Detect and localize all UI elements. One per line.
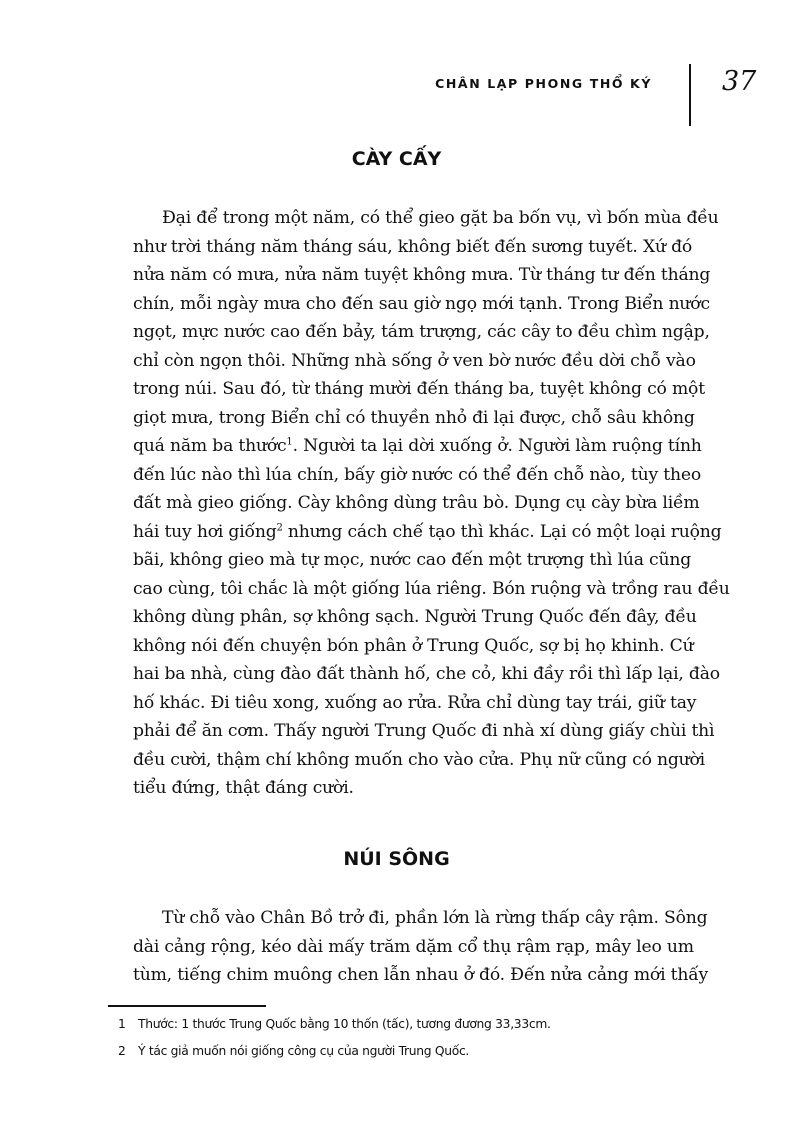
text-line: như trời tháng năm tháng sáu, không biết đến sương tuyết. Xứ đó: [133, 236, 693, 257]
running-header-title: CHÂN LẠP PHONG THỔ KÝ: [435, 76, 652, 91]
text-line: trong núi. Sau đó, từ tháng mười đến tháng ba, tuyệt không có một: [133, 379, 705, 399]
text-line: chín, mỗi ngày mưa cho đến sau giờ ngọ mới tạnh. Trong Biển nước: [133, 293, 710, 314]
text-line: dài cảng rộng, kéo dài mấy trăm dặm cổ thụ rậm rạp, mây leo um: [133, 936, 694, 957]
section-heading-cay-cay: CÀY CẤY: [351, 148, 442, 170]
text-segment: quá năm ba thước: [133, 436, 287, 456]
header-divider: [689, 64, 691, 126]
text-segment: nhưng cách chế tạo thì khác. Lại có một loại ruộng: [282, 521, 722, 542]
text-line: bãi, không gieo mà tự mọc, nước cao đến một trượng thì lúa cũng: [133, 550, 692, 570]
text-line: chỉ còn ngọn thôi. Những nhà sống ở ven bờ nước đều dời chỗ vào: [133, 350, 696, 371]
section-heading-nui-song: NÚI SÔNG: [343, 848, 450, 870]
footnote-2: [118, 1044, 469, 1058]
text-line: không nói đến chuyện bón phân ở Trung Quốc, sợ bị họ khinh. Cứ: [133, 635, 694, 656]
text-line: đều cười, thậm chí không muốn cho vào cửa. Phụ nữ cũng có người: [133, 749, 705, 770]
footnote-1: [118, 1017, 551, 1031]
text-line: đến lúc nào thì lúa chín, bấy giờ nước có thể đến chỗ nào, tùy theo: [133, 464, 701, 485]
footnote-number: 1: [118, 1017, 126, 1031]
text-line: hai ba nhà, cùng đào đất thành hố, che cỏ, khi đầy rồi thì lấp lại, đào: [133, 664, 720, 684]
text-line: Từ chỗ vào Chân Bồ trở đi, phần lớn là rừng thấp cây rậm. Sông: [162, 908, 708, 928]
text-line: [133, 518, 722, 547]
footnote-text: Ý tác giả muốn nói giống công cụ của người Trung Quốc.: [138, 1044, 470, 1058]
text-line: tiểu đứng, thật đáng cười.: [133, 778, 354, 798]
footnote-ref-2[interactable]: 2: [276, 521, 283, 533]
text-line: Đại để trong một năm, có thể gieo gặt ba bốn vụ, vì bốn mùa đều: [162, 208, 719, 228]
text-segment: hái tuy hơi giống: [133, 521, 277, 542]
footnote-rule: [108, 1005, 266, 1007]
text-line: phải để ăn cơm. Thấy người Trung Quốc đi nhà xí dùng giấy chùi thì: [133, 721, 715, 741]
text-line: không dùng phân, sợ không sạch. Người Trung Quốc đến đây, đều: [133, 607, 697, 627]
page-number: 37: [722, 66, 757, 97]
text-line: ngọt, mực nước cao đến bảy, tám trượng, các cây to đều chìm ngập,: [133, 322, 710, 342]
text-line: [133, 432, 702, 461]
text-line: tùm, tiếng chim muông chen lẫn nhau ở đó. Đến nửa cảng mới thấy: [133, 965, 709, 985]
footnote-ref-1[interactable]: 1: [286, 436, 293, 448]
text-line: nửa năm có mưa, nửa năm tuyệt không mưa. Từ tháng tư đến tháng: [133, 265, 711, 285]
text-line: giọt mưa, trong Biển chỉ có thuyền nhỏ đi lại được, chỗ sâu không: [133, 407, 695, 428]
text-segment: . Người ta lại dời xuống ở. Người làm ruộng tính: [292, 436, 702, 456]
footnote-text: Thước: 1 thước Trung Quốc bằng 10 thốn (tấc), tương đương 33,33cm.: [138, 1017, 551, 1031]
text-line: cao cùng, tôi chắc là một giống lúa riêng. Bón ruộng và trồng rau đều: [133, 578, 730, 599]
footnote-number: 2: [118, 1044, 126, 1058]
paragraph-cay-cay: [133, 204, 730, 803]
text-line: hố khác. Đi tiêu xong, xuống ao rửa. Rửa chỉ dùng tay trái, giữ tay: [133, 692, 697, 713]
paragraph-nui-song: [133, 904, 709, 990]
text-line: đất mà gieo giống. Cày không dùng trâu bò. Dụng cụ cày bừa liềm: [133, 493, 700, 513]
